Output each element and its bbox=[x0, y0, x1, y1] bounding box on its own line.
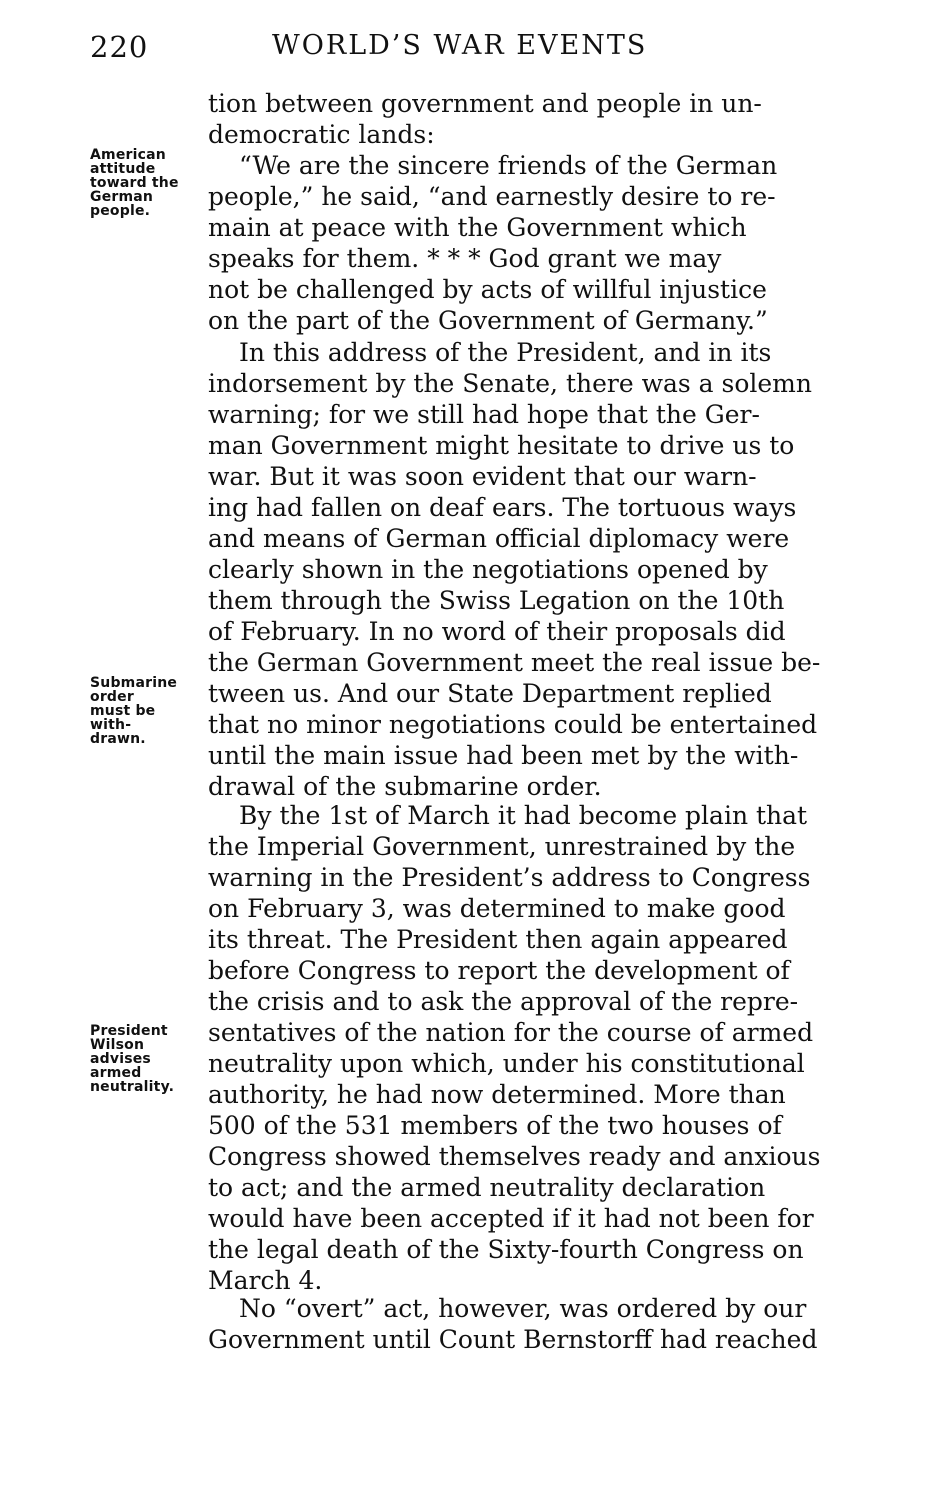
text-line: tween us. And our State Department replied bbox=[208, 679, 772, 708]
text-line: warning; for we still had hope that the Ger- bbox=[208, 400, 760, 429]
text-line: on the part of the Government of Germany.” bbox=[208, 306, 768, 335]
text-line: neutrality upon which, under his constitutional bbox=[208, 1049, 805, 1078]
text-line: the crisis and to ask the approval of the repre- bbox=[208, 987, 799, 1016]
text-line: war. But it was soon evident that our warn- bbox=[208, 462, 757, 491]
margin-note-line: drawn. bbox=[90, 731, 146, 747]
text-line: not be challenged by acts of willful injustice bbox=[208, 275, 767, 304]
text-line: man Government might hesitate to drive us to bbox=[208, 431, 795, 460]
text-line: Government until Count Bernstorff had reached bbox=[208, 1325, 818, 1354]
text-line: main at peace with the Government which bbox=[208, 213, 747, 242]
text-line: them through the Swiss Legation on the 10th bbox=[208, 586, 785, 615]
text-line: clearly shown in the negotiations opened by bbox=[208, 555, 768, 584]
text-line: the legal death of the Sixty-fourth Congress on bbox=[208, 1235, 804, 1264]
margin-note-american-attitude bbox=[90, 148, 212, 218]
text-line: No “overt” act, however, was ordered by our bbox=[239, 1294, 807, 1323]
text-line: until the main issue had been met by the with- bbox=[208, 741, 799, 770]
text-line: drawal of the submarine order. bbox=[208, 772, 602, 801]
text-line: By the 1st of March it had become plain that bbox=[239, 801, 808, 830]
margin-note-line: Submarine bbox=[90, 675, 178, 691]
margin-note-line: Wilson bbox=[90, 1037, 145, 1053]
text-line: that no minor negotiations could be entertained bbox=[208, 710, 818, 739]
margin-note-line: attitude bbox=[90, 161, 156, 177]
text-line: indorsement by the Senate, there was a solemn bbox=[208, 369, 812, 398]
margin-note-line: armed bbox=[90, 1065, 142, 1081]
margin-note-line: American bbox=[90, 147, 166, 163]
text-line: 500 of the 531 members of the two houses of bbox=[208, 1111, 782, 1140]
text-line: on February 3, was determined to make good bbox=[208, 894, 786, 923]
margin-note-submarine-order bbox=[90, 676, 212, 746]
margin-note-line: must be bbox=[90, 703, 156, 719]
text-line: tion between government and people in un- bbox=[208, 89, 762, 118]
margin-note-line: neutrality. bbox=[90, 1079, 175, 1095]
margin-note-line: order bbox=[90, 689, 134, 705]
text-line: speaks for them. * * * God grant we may bbox=[208, 244, 722, 273]
margin-note-line: toward the bbox=[90, 175, 179, 191]
margin-note-line: people. bbox=[90, 203, 151, 219]
text-line: warning in the President’s address to Congress bbox=[208, 863, 811, 892]
text-line: before Congress to report the development of bbox=[208, 956, 790, 985]
text-line: of February. In no word of their proposals did bbox=[208, 617, 786, 646]
text-line: “We are the sincere friends of the German bbox=[239, 151, 778, 180]
page-header bbox=[90, 30, 858, 70]
text-line: March 4. bbox=[208, 1266, 323, 1295]
text-line: In this address of the President, and in its bbox=[239, 338, 772, 367]
text-line: people,” he said, “and earnestly desire to re- bbox=[208, 182, 776, 211]
text-line: and means of German official diplomacy were bbox=[208, 524, 790, 553]
text-line: sentatives of the nation for the course of armed bbox=[208, 1018, 814, 1047]
text-line: Congress showed themselves ready and anxious bbox=[208, 1142, 821, 1171]
margin-note-line: advises bbox=[90, 1051, 151, 1067]
page-number: 220 bbox=[90, 30, 149, 64]
text-line: ing had fallen on deaf ears. The tortuous ways bbox=[208, 493, 797, 522]
margin-note-armed-neutrality bbox=[90, 1024, 212, 1094]
margin-note-line: with- bbox=[90, 717, 132, 733]
text-line: the Imperial Government, unrestrained by the bbox=[208, 832, 796, 861]
running-title: WORLD’S WAR EVENTS bbox=[272, 30, 648, 61]
text-line: the German Government meet the real issue be- bbox=[208, 648, 821, 677]
margin-note-line: President bbox=[90, 1023, 168, 1039]
text-line: authority, he had now determined. More than bbox=[208, 1080, 786, 1109]
margin-note-line: German bbox=[90, 189, 154, 205]
text-line: to act; and the armed neutrality declaration bbox=[208, 1173, 766, 1202]
text-line: its threat. The President then again appeared bbox=[208, 925, 788, 954]
text-line: democratic lands: bbox=[208, 120, 435, 149]
text-line: would have been accepted if it had not been for bbox=[208, 1204, 814, 1233]
